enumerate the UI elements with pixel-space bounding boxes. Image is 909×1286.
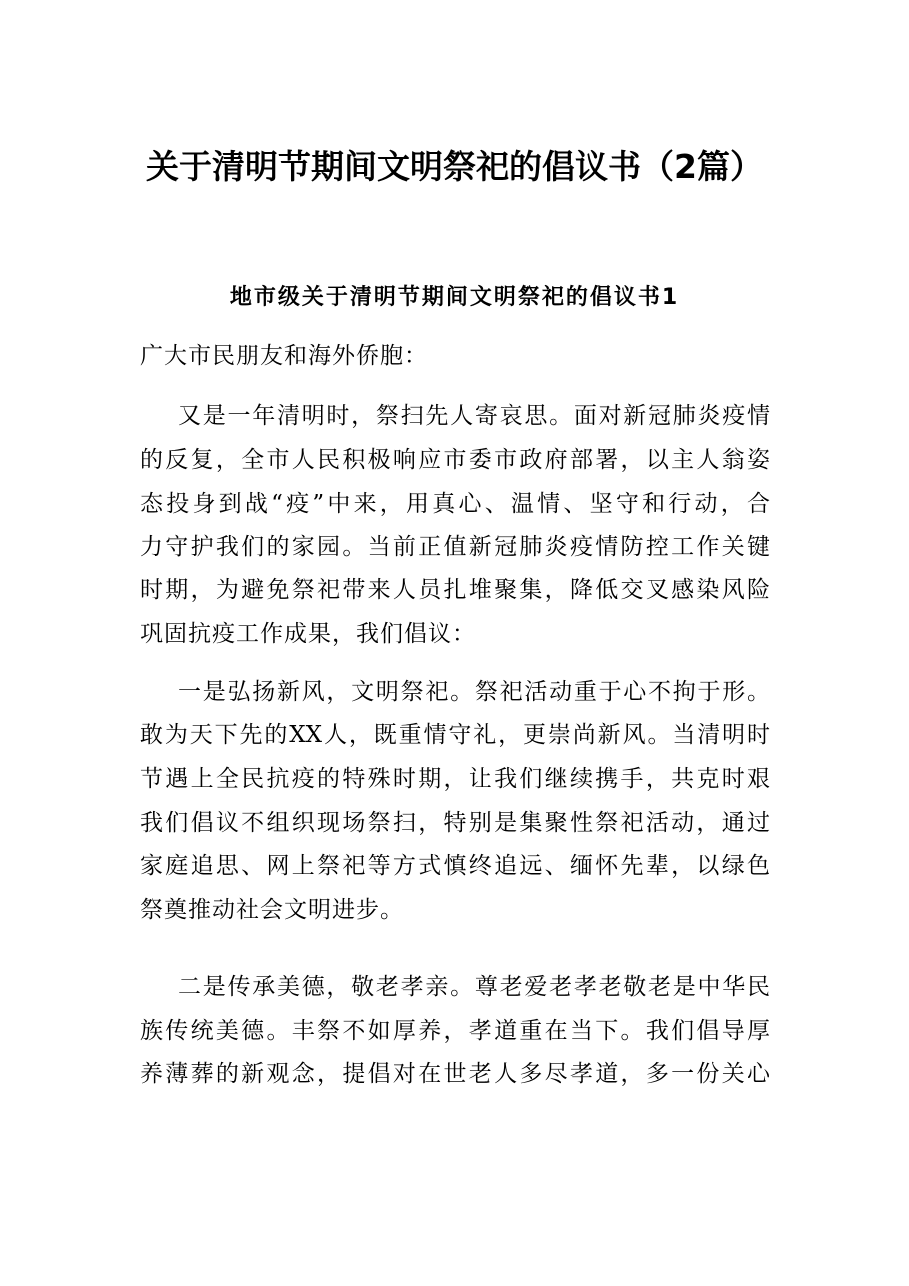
paragraph-line: 一是弘扬新风，文明祭祀。祭祀活动重于心不拘于形。	[178, 679, 770, 705]
paragraph-line: 敢为天下先的XX人，既重情守礼，更崇尚新风。当清明时	[140, 722, 770, 748]
paragraph-line: 态投身到战“疫”中来，用真心、温情、坚守和行动，合	[140, 491, 770, 517]
paragraph-line: 时期，为避免祭祀带来人员扎堆聚集，降低交叉感染风险	[140, 577, 770, 603]
paragraph-line: 家庭追思、网上祭祀等方式慎终追远、缅怀先辈，以绿色	[140, 853, 770, 879]
paragraph-line: 祭奠推动社会文明进步。	[140, 897, 404, 923]
paragraph-line: 我们倡议不组织现场祭扫，特别是集聚性祭祀活动，通过	[140, 810, 770, 836]
paragraph-line: 的反复，全市人民积极响应市委市政府部署，以主人翁姿	[140, 447, 770, 473]
paragraph-line: 养薄葬的新观念，提倡对在世老人多尽孝道，多一份关心	[140, 1061, 770, 1087]
greeting-line: 广大市民朋友和海外侨胞：	[140, 343, 428, 369]
paragraph-line: 节遇上全民抗疫的特殊时期，让我们继续携手，共克时艰	[140, 766, 770, 792]
document-title: 关于清明节期间文明祭祀的倡议书（2篇）	[146, 147, 763, 186]
paragraph-line: 二是传承美德，敬老孝亲。尊老爱老孝老敬老是中华民	[178, 974, 770, 1000]
paragraph-line: 又是一年清明时，祭扫先人寄哀思。面对新冠肺炎疫情	[178, 403, 770, 429]
paragraph-line: 巩固抗疫工作成果，我们倡议：	[140, 621, 476, 647]
paragraph-line: 力守护我们的家园。当前正值新冠肺炎疫情防控工作关键	[140, 534, 770, 560]
paragraph-line: 族传统美德。丰祭不如厚养，孝道重在当下。我们倡导厚	[140, 1018, 770, 1044]
section-subtitle: 地市级关于清明节期间文明祭祀的倡议书1	[229, 285, 680, 310]
